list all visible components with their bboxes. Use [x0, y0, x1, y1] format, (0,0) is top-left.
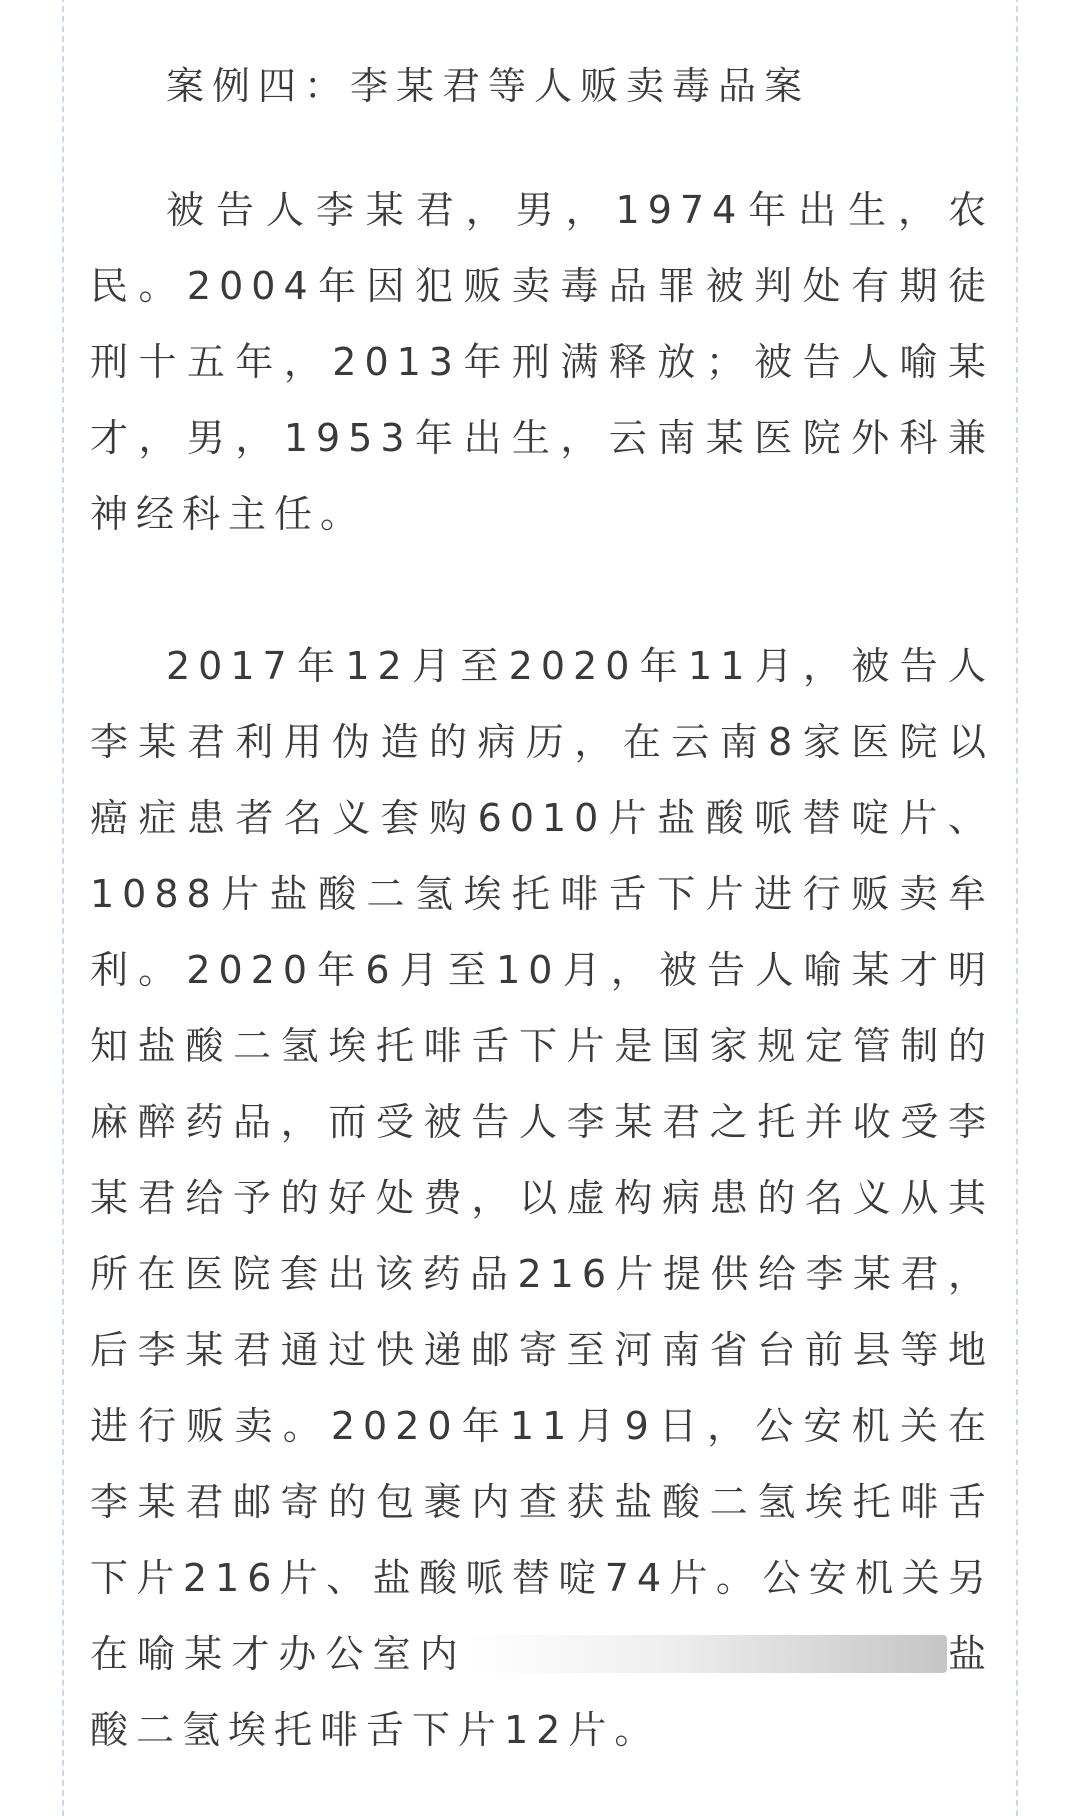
redacted-text-blur — [467, 1635, 947, 1673]
case-facts-text: 2017年12月至2020年11月，被告人李某君利用伪造的病历，在云南8家医院以癌症患者名义套购6010片盐酸哌替啶片、1088片盐酸二氢埃托啡舌下片进行贩卖牟利。2020年6月至10月，被告人喻某才明知盐酸二氢埃托啡舌下片是国家规定管制的麻醉药品，而受被告人李某君之托并收受李某君给予的好处费，以虚构病患的名义从其所在医院套出该药品216片提供给李某君，后李某君通过快递邮寄至河南省台前县等地进行贩卖。2020年11月9日，公安机关在李某君邮寄的包裹内查获盐酸二氢埃托啡舌下片216片、盐酸哌替啶74片。公安机关另在喻某才办公室内 — [90, 644, 994, 1676]
defendant-info-paragraph: 被告人李某君，男，1974年出生，农民。2004年因犯贩卖毒品罪被判处有期徒刑十五年，2013年刑满释放；被告人喻某才，男，1953年出生，云南某医院外科兼神经科主任。 — [90, 188, 994, 536]
paragraph-spacer — [90, 552, 994, 628]
case-heading: 案例四：李某君等人贩卖毒品案 — [166, 64, 811, 108]
case-facts-text-end: 盐酸二氢埃托啡舌下片12片。 — [90, 1632, 994, 1752]
article-content — [90, 30, 994, 1768]
case-facts-paragraph — [90, 628, 994, 1768]
